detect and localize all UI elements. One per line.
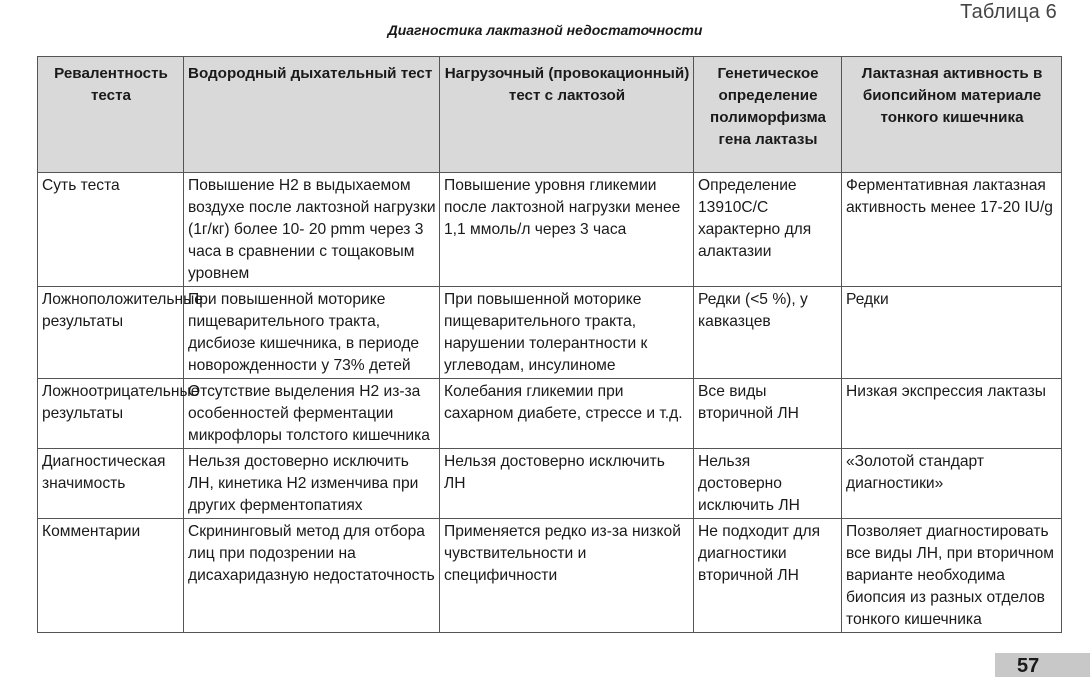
header-biopsy-activity: Лактазная активность в биопсийном материале тонкого кишечника <box>842 57 1062 173</box>
header-genetic-test: Генетическое определение полиморфизма гена лактазы <box>694 57 842 173</box>
table-cell: Нельзя достоверно исключить ЛН, кинетика Н2 изменчива при других ферментопатиях <box>184 449 440 519</box>
table-cell: Позволяет диагностировать все виды ЛН, при вторичном варианте необходима биопсия из разных отделов тонкого кишечника <box>842 519 1062 633</box>
table-cell: Редки <box>842 287 1062 379</box>
table-cell: При повышенной моторике пищеварительного тракта, дисбиозе кишечника, в периоде новорожденности у 73% детей <box>184 287 440 379</box>
table-header-row <box>38 57 1062 173</box>
table-cell: Низкая экспрессия лактазы <box>842 379 1062 449</box>
table-cell: Скрининговый метод для отбора лиц при подозрении на дисахаридазную недостаточность <box>184 519 440 633</box>
row-label: Ложноположительные результаты <box>38 287 184 379</box>
table-cell: При повышенной моторике пищеварительного тракта, нарушении толерантности к углеводам, инсулиноме <box>440 287 694 379</box>
table-cell: Применяется редко из-за низкой чувствительности и специфичности <box>440 519 694 633</box>
table-cell: Нельзя достоверно исключить ЛН <box>440 449 694 519</box>
table-cell: Повышение уровня гликемии после лактозной нагрузки менее 1,1 ммоль/л через 3 часа <box>440 173 694 287</box>
table-cell: Все виды вторичной ЛН <box>694 379 842 449</box>
table-row <box>38 287 1062 379</box>
diagnostics-table <box>37 56 1062 633</box>
table-number-label: Таблица 6 <box>960 1 1057 23</box>
header-relevance: Ревалентность теста <box>38 57 184 173</box>
table-title: Диагностика лактазной недостаточности <box>387 22 703 38</box>
table-cell: Ферментативная лактазная активность менее 17-20 IU/g <box>842 173 1062 287</box>
table-cell: Повышение Н2 в выдыхаемом воздухе после лактозной нагрузки (1г/кг) более 10- 20 pmm через 3 часа в сравнении с тощаковым уровнем <box>184 173 440 287</box>
row-label: Диагностическая значимость <box>38 449 184 519</box>
table-row <box>38 519 1062 633</box>
row-label: Ложноотрицательные результаты <box>38 379 184 449</box>
table-cell: Колебания гликемии при сахарном диабете, стрессе и т.д. <box>440 379 694 449</box>
page-number: 57 <box>995 653 1090 677</box>
table-cell: Нельзя достоверно исключить ЛН <box>694 449 842 519</box>
table-cell: Редки (<5 %), у кавказцев <box>694 287 842 379</box>
table-cell: Не подходит для диагностики вторичной ЛН <box>694 519 842 633</box>
header-hydrogen-breath-test: Водородный дыхательный тест <box>184 57 440 173</box>
table-row <box>38 449 1062 519</box>
table-cell: Отсутствие выделения Н2 из-за особенностей ферментации микрофлоры толстого кишечника <box>184 379 440 449</box>
table-row <box>38 173 1062 287</box>
header-lactose-load-test: Нагрузочный (провокационный) тест с лактозой <box>440 57 694 173</box>
table-cell: Определение 13910С/С характерно для алактазии <box>694 173 842 287</box>
table-cell: «Золотой стандарт диагностики» <box>842 449 1062 519</box>
table-row <box>38 379 1062 449</box>
row-label: Суть теста <box>38 173 184 287</box>
row-label: Комментарии <box>38 519 184 633</box>
